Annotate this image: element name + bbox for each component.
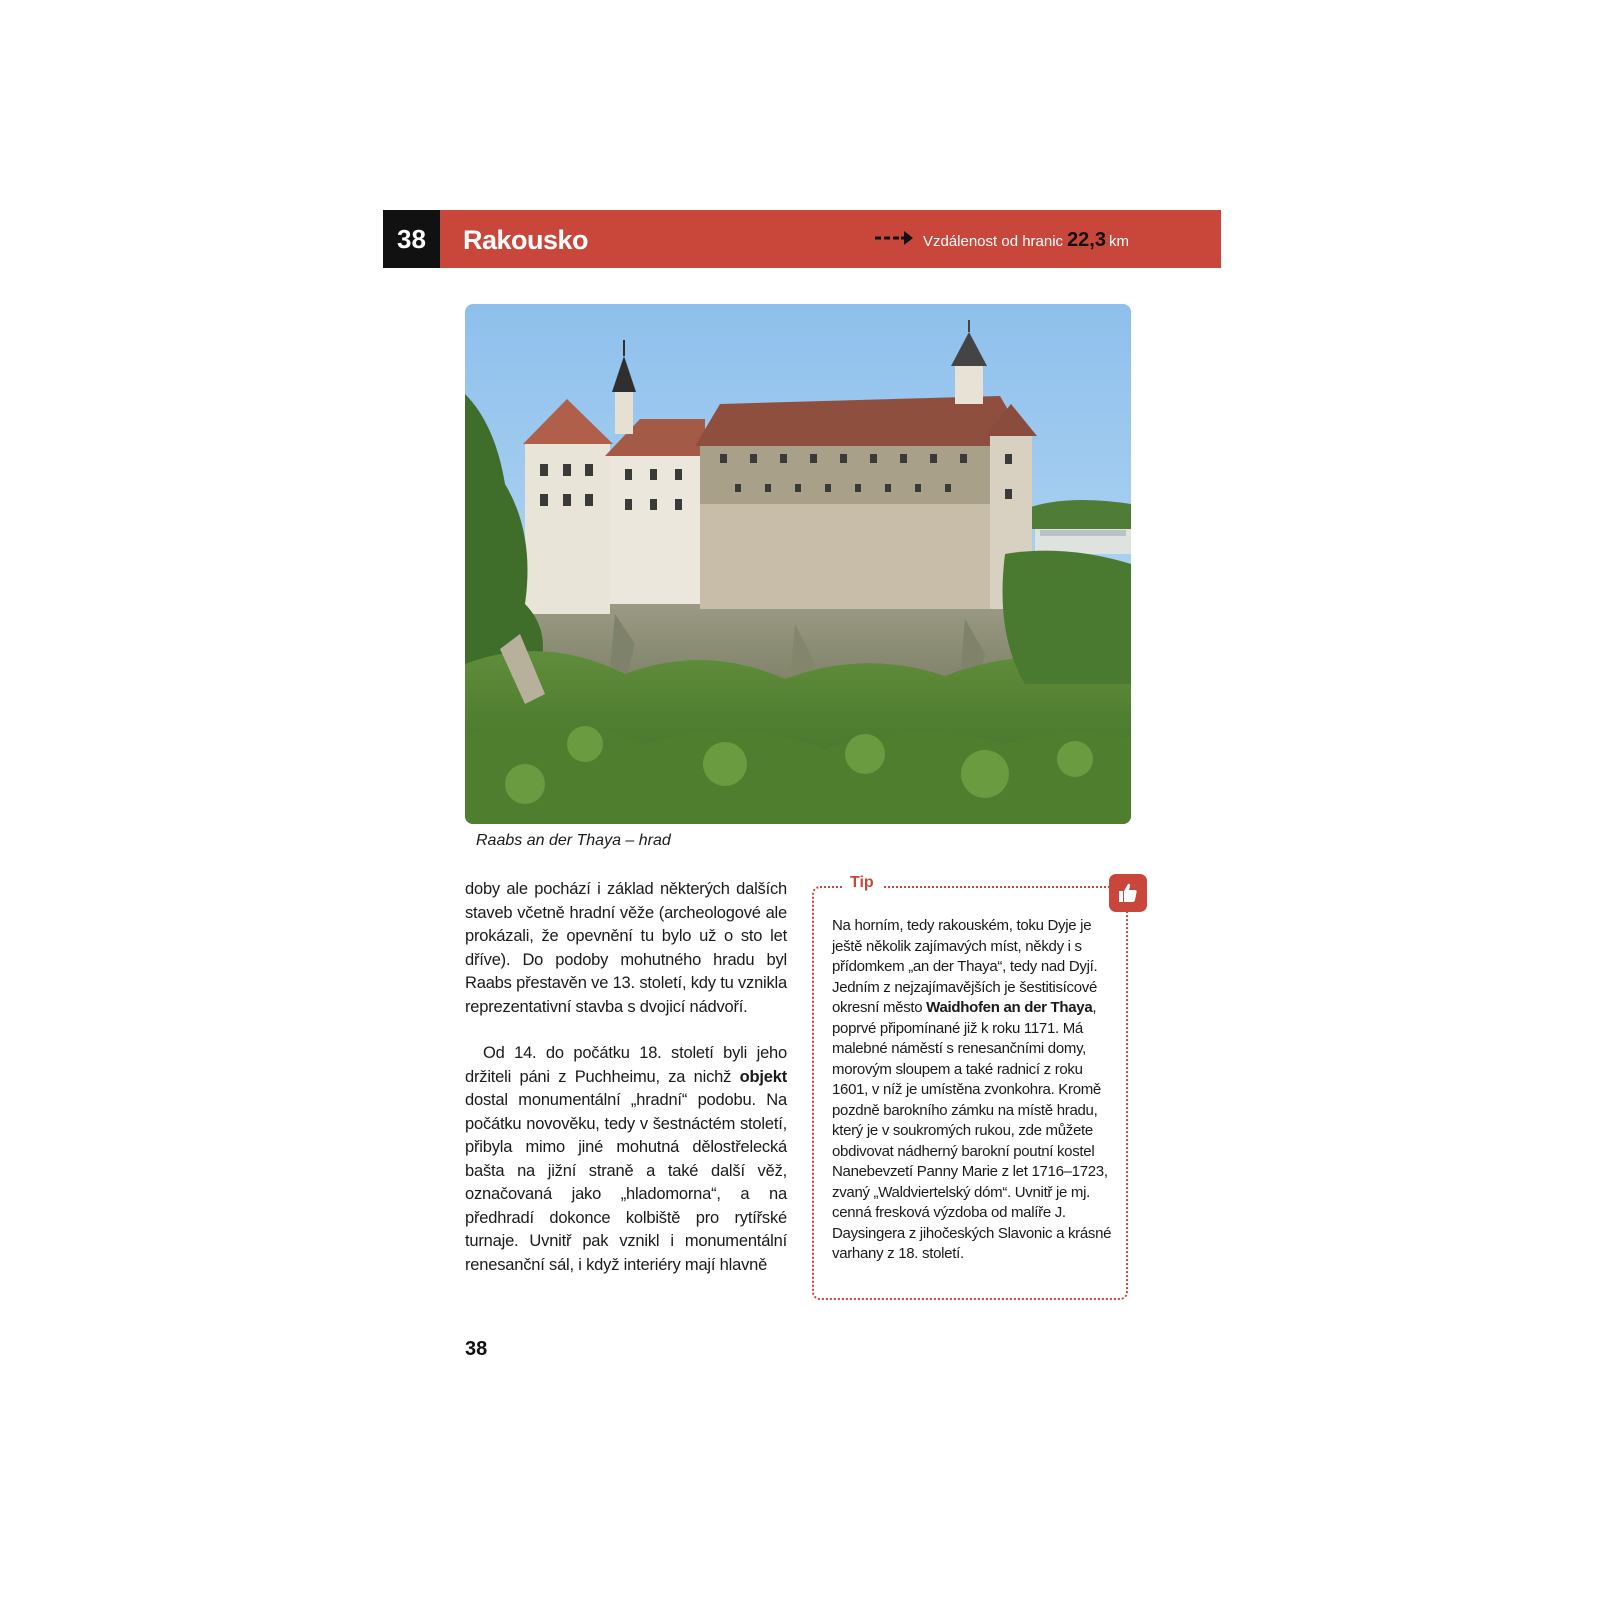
castle-photo — [465, 304, 1131, 824]
distance-value: 22,3 — [1067, 229, 1106, 251]
tip-text-end: , poprvé připomínané již k roku 1171. Má malebné náměstí s renesančními domy, morovým sloupem a také radnicí z roku 1601, v níž je umístěna zvonkohra. Kromě pozdně barokního zámku na místě hradu, který je v soukromých rukou, zde můžete obdivovat nádherný barokní poutní kostel Nanebevzetí Panny Marie z let 1716–1723, zvaný „Waldviertelský dóm“. Uvnitř je mj. cenná fresková výzdoba od malíře J. Daysingera z jihočeských Slavonic a krásné varhany z 18. století. — [832, 999, 1112, 1262]
distance-unit: km — [1109, 233, 1129, 250]
border-distance — [875, 210, 1129, 268]
chapter-number: 38 — [383, 210, 440, 268]
photo-caption: Raabs an der Thaya – hrad — [476, 832, 671, 849]
chapter-header — [383, 210, 1221, 268]
distance-label: Vzdálenost od hranic — [922, 233, 1064, 250]
paragraph-2-end: dostal monumentální „hradní“ podobu. Na počátku novověku, tedy v šestnáctém století, přibyla mimo jiné mohutná dělostřelecká bašta na jižní straně a také další věž, označovaná jako „hladomorna“, a na předhradí dokonce kolbiště pro rytířské turnaje. Uvnitř pak vznikl i monumentální renesanční sál, i když interiéry mají hlavně — [465, 1091, 787, 1274]
tip-text-start: Na horním, tedy rakouském, toku Dyje je ještě několik zajímavých míst, někdy i s přídomkem „an der Thaya“, tedy nad Dyjí. Jedním z nejzajímavějších je šestitisícové okresní město — [832, 917, 1098, 1016]
tip-text-bold: Waidhofen an der Thaya — [926, 999, 1093, 1016]
tip-label: Tip — [844, 874, 882, 892]
paragraph-2 — [465, 1042, 787, 1277]
page-number: 38 — [465, 1338, 488, 1360]
thumbs-up-icon — [1109, 874, 1147, 912]
article-body — [465, 878, 787, 1277]
tip-text — [832, 916, 1118, 1265]
paragraph-2-start: Od 14. do počátku 18. století byli jeho držiteli páni z Puchheimu, za nichž — [465, 1044, 787, 1086]
arrow-right-icon — [875, 211, 913, 271]
paragraph-2-bold: objekt — [739, 1067, 787, 1086]
paragraph-1: doby ale pochází i základ některých dalších staveb včetně hradní věže (archeologové ale prokázali, že opevnění tu bylo už o sto let dříve). Do podoby mohutného hradu byl Raabs přestavěn ve 13. století, kdy tu vznikla reprezentativní stavba s dvojicí nádvoří. — [465, 880, 787, 1016]
tip-box — [812, 874, 1128, 1300]
chapter-title: Rakousko — [463, 225, 589, 255]
